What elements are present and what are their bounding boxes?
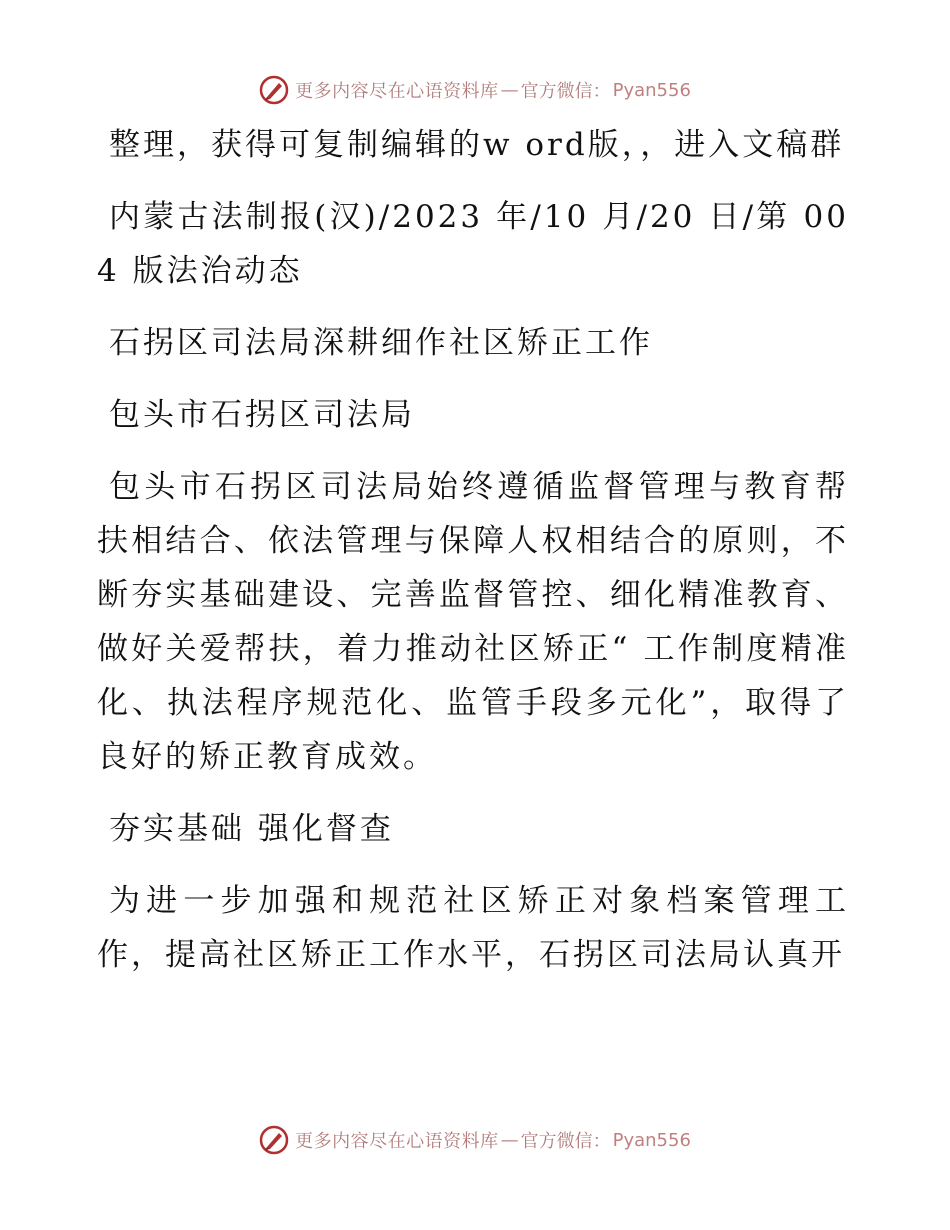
body-paragraph: 包头市石拐区司法局始终遵循监督管理与教育帮扶相结合、依法管理与保障人权相结合的原则，不断夯实基础建设、完善监督管控、细化精准教育、做好关爱帮扶，着力推动社区矫正“ 工作制度精准化、执法程序规范化、监管手段多元化”，取得了良好的矫正教育成效。	[97, 469, 849, 775]
watermark-text: 更多内容尽在心语资料库	[295, 1131, 499, 1152]
pen-logo-icon	[259, 75, 289, 105]
source-line: 内蒙古法制报(汉)/2023 年/10 月/20 日/第 004 版法治动态	[97, 199, 849, 289]
article-title: 石拐区司法局深耕细作社区矫正工作	[109, 325, 653, 361]
watermark-separator: —	[500, 1129, 519, 1151]
watermark-label: 官方微信：	[520, 81, 611, 102]
watermark-text: 更多内容尽在心语资料库	[295, 81, 499, 102]
document-body	[97, 118, 849, 1000]
footer-watermark	[0, 1120, 950, 1160]
article-author: 包头市石拐区司法局	[109, 397, 415, 433]
header-watermark	[0, 70, 950, 110]
intro-paragraph: 整理，获得可复制编辑的w ord版，，进入文稿群	[109, 127, 845, 163]
watermark-separator: —	[500, 79, 519, 101]
pen-logo-icon	[259, 1125, 289, 1155]
section-heading: 夯实基础 强化督查	[109, 811, 394, 847]
body-paragraph: 为进一步加强和规范社区矫正对象档案管理工作，提高社区矫正工作水平，石拐区司法局认真开	[97, 883, 849, 973]
watermark-wechat-id: Pyan556	[612, 79, 691, 101]
watermark-wechat-id: Pyan556	[612, 1129, 691, 1151]
watermark-label: 官方微信：	[520, 1131, 611, 1152]
